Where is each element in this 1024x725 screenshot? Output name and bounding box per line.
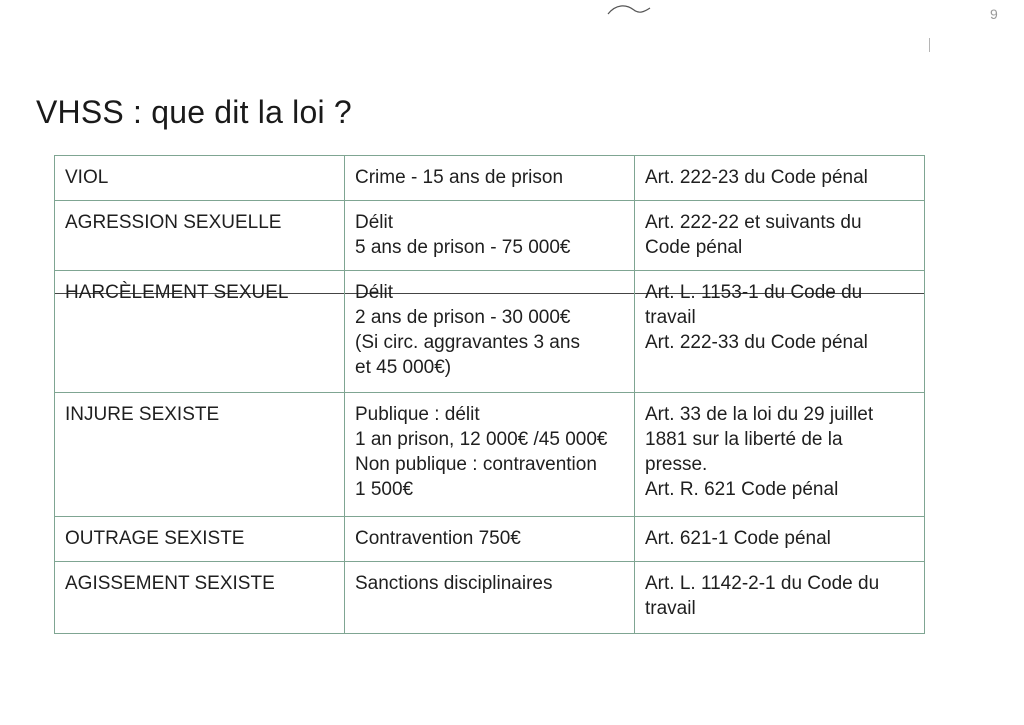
penalty-cell: Délit 5 ans de prison - 75 000€ bbox=[345, 201, 635, 271]
table-row-outrage-sexiste bbox=[55, 517, 925, 562]
reference-cell: Art. 33 de la loi du 29 juillet 1881 sur la liberté de la presse. Art. R. 621 Code pénal bbox=[635, 393, 925, 517]
margin-tick-mark bbox=[929, 38, 930, 52]
table-row-injure-sexiste bbox=[55, 393, 925, 517]
reference-cell: Art. 621-1 Code pénal bbox=[635, 517, 925, 562]
penalty-cell: Publique : délit 1 an prison, 12 000€ /45 000€ Non publique : contravention 1 500€ bbox=[345, 393, 635, 517]
table-row-harcelement-sexuel bbox=[55, 271, 925, 393]
offence-cell: INJURE SEXISTE bbox=[55, 393, 345, 517]
reference-cell: Art. 222-22 et suivants du Code pénal bbox=[635, 201, 925, 271]
offence-cell: AGISSEMENT SEXISTE bbox=[55, 562, 345, 634]
table-row-agression-sexuelle bbox=[55, 201, 925, 271]
offence-cell: HARCÈLEMENT SEXUEL bbox=[55, 271, 345, 393]
table-row-viol bbox=[55, 156, 925, 201]
table-row-agissement-sexiste bbox=[55, 562, 925, 634]
penalty-cell: Délit 2 ans de prison - 30 000€ (Si circ. aggravantes 3 ans et 45 000€) bbox=[345, 271, 635, 393]
penalty-cell: Sanctions disciplinaires bbox=[345, 562, 635, 634]
penalty-cell: Contravention 750€ bbox=[345, 517, 635, 562]
pen-scribble-mark bbox=[606, 2, 652, 18]
reference-cell: Art. L. 1153-1 du Code du travail Art. 222-33 du Code pénal bbox=[635, 271, 925, 393]
page-number: 9 bbox=[990, 6, 998, 22]
page-title: VHSS : que dit la loi ? bbox=[36, 94, 352, 130]
offence-cell: VIOL bbox=[55, 156, 345, 201]
reference-cell: Art. 222-23 du Code pénal bbox=[635, 156, 925, 201]
law-table bbox=[54, 155, 925, 634]
offence-cell: AGRESSION SEXUELLE bbox=[55, 201, 345, 271]
offence-cell: OUTRAGE SEXISTE bbox=[55, 517, 345, 562]
penalty-cell: Crime - 15 ans de prison bbox=[345, 156, 635, 201]
reference-cell: Art. L. 1142-2-1 du Code du travail bbox=[635, 562, 925, 634]
